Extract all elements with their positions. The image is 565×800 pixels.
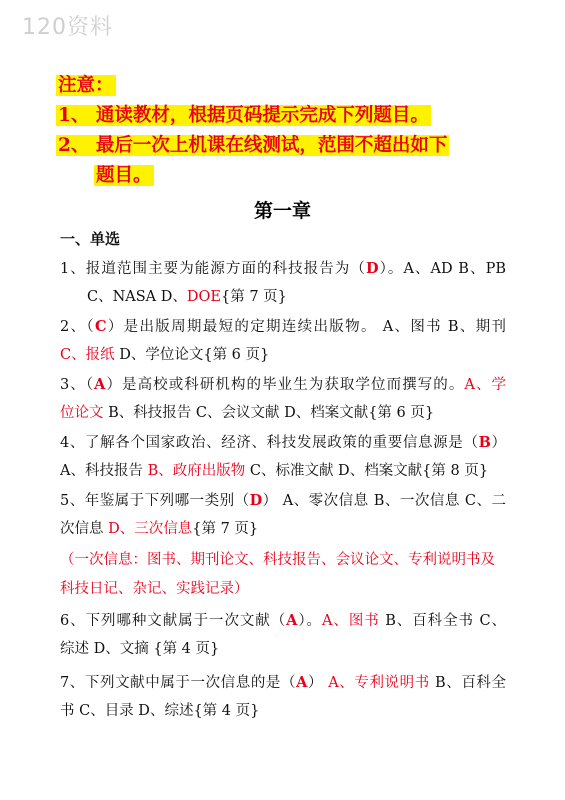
answer-option: B、政府出版物: [147, 463, 246, 479]
watermark: 120资料: [22, 15, 113, 40]
question-line: 6、下列哪种文献属于一次文献（A）。A、图书 B、百科全书 C、: [60, 612, 507, 629]
question-2: [60, 312, 506, 370]
answer-option: A、图书: [321, 613, 380, 629]
notice-item-1: 1、 通读教材，根据页码提示完成下列题目。: [58, 105, 429, 126]
question-line: 书 C、目录 D、综述{第 4 页}: [60, 703, 260, 719]
question-line: 4、了解各个国家政治、经济、科技发展政策的重要信息源是（B）: [60, 434, 506, 451]
notice-item-2: 2、 最后一次上机课在线测试，范围不超出如下: [58, 135, 448, 156]
question-5: [60, 486, 506, 544]
question-line: 1、报道范围主要为能源方面的科技报告为（D）。A、AD B、PB: [60, 260, 506, 277]
question-7: [60, 668, 506, 726]
question-line: 3、（A）是高校或科研机构的毕业生为获取学位而撰写的。A、学: [60, 376, 506, 393]
note-line: （一次信息：图书、期刊论文、科技报告、会议论文、专利说明书及: [60, 552, 495, 568]
answer-key: A: [296, 674, 308, 691]
question-line: 位论文 B、科技报告 C、会议文献 D、档案文献{第 6 页}: [60, 405, 435, 421]
chapter-title: 第一章: [253, 200, 311, 222]
question-line: C、报纸 D、学位论文{第 6 页}: [60, 347, 270, 363]
question-line: A、科技报告 B、政府出版物 C、标准文献 D、档案文献{第 8 页}: [60, 463, 489, 479]
question-1: [60, 254, 506, 312]
question-line: 2、（C）是出版周期最短的定期连续出版物。 A、图书 B、期刊: [60, 318, 507, 335]
answer-key: A: [286, 612, 298, 629]
question-line: 综述 D、文摘 {第 4 页}: [60, 641, 220, 657]
answer-option: 位论文: [60, 405, 104, 421]
note-block: [60, 546, 506, 604]
question-6: [60, 606, 506, 664]
notice-title: 注意：: [58, 75, 114, 96]
answer-option: A、学: [464, 377, 506, 393]
question-line: 5、年鉴属于下列哪一类别（D） A、零次信息 B、一次信息 C、二: [60, 492, 506, 509]
answer-option: A、专利说明书: [328, 675, 430, 691]
answer-key: A: [94, 376, 106, 393]
answer-key: D: [249, 492, 263, 509]
answer-key: D: [365, 260, 379, 277]
answer-option: DOE: [186, 289, 222, 305]
question-3: [60, 370, 506, 428]
notice-block: [56, 72, 449, 192]
question-line: 7、下列文献中属于一次信息的是（A） A、专利说明书 B、百科全: [60, 674, 507, 691]
answer-option: C、报纸: [60, 347, 115, 363]
answer-option: D、三次信息: [108, 521, 193, 537]
note-line: 科技日记、杂记、实践记录）: [60, 581, 249, 597]
question-line: 次信息 D、三次信息{第 7 页}: [60, 521, 259, 537]
section-heading: 一、单选: [60, 230, 121, 248]
question-line: C、NASA D、DOE{第 7 页}: [87, 289, 287, 305]
notice-item-2-cont: 题目。: [96, 165, 152, 186]
answer-key: B: [478, 434, 491, 451]
question-4: [60, 428, 506, 486]
answer-key: C: [94, 318, 107, 335]
